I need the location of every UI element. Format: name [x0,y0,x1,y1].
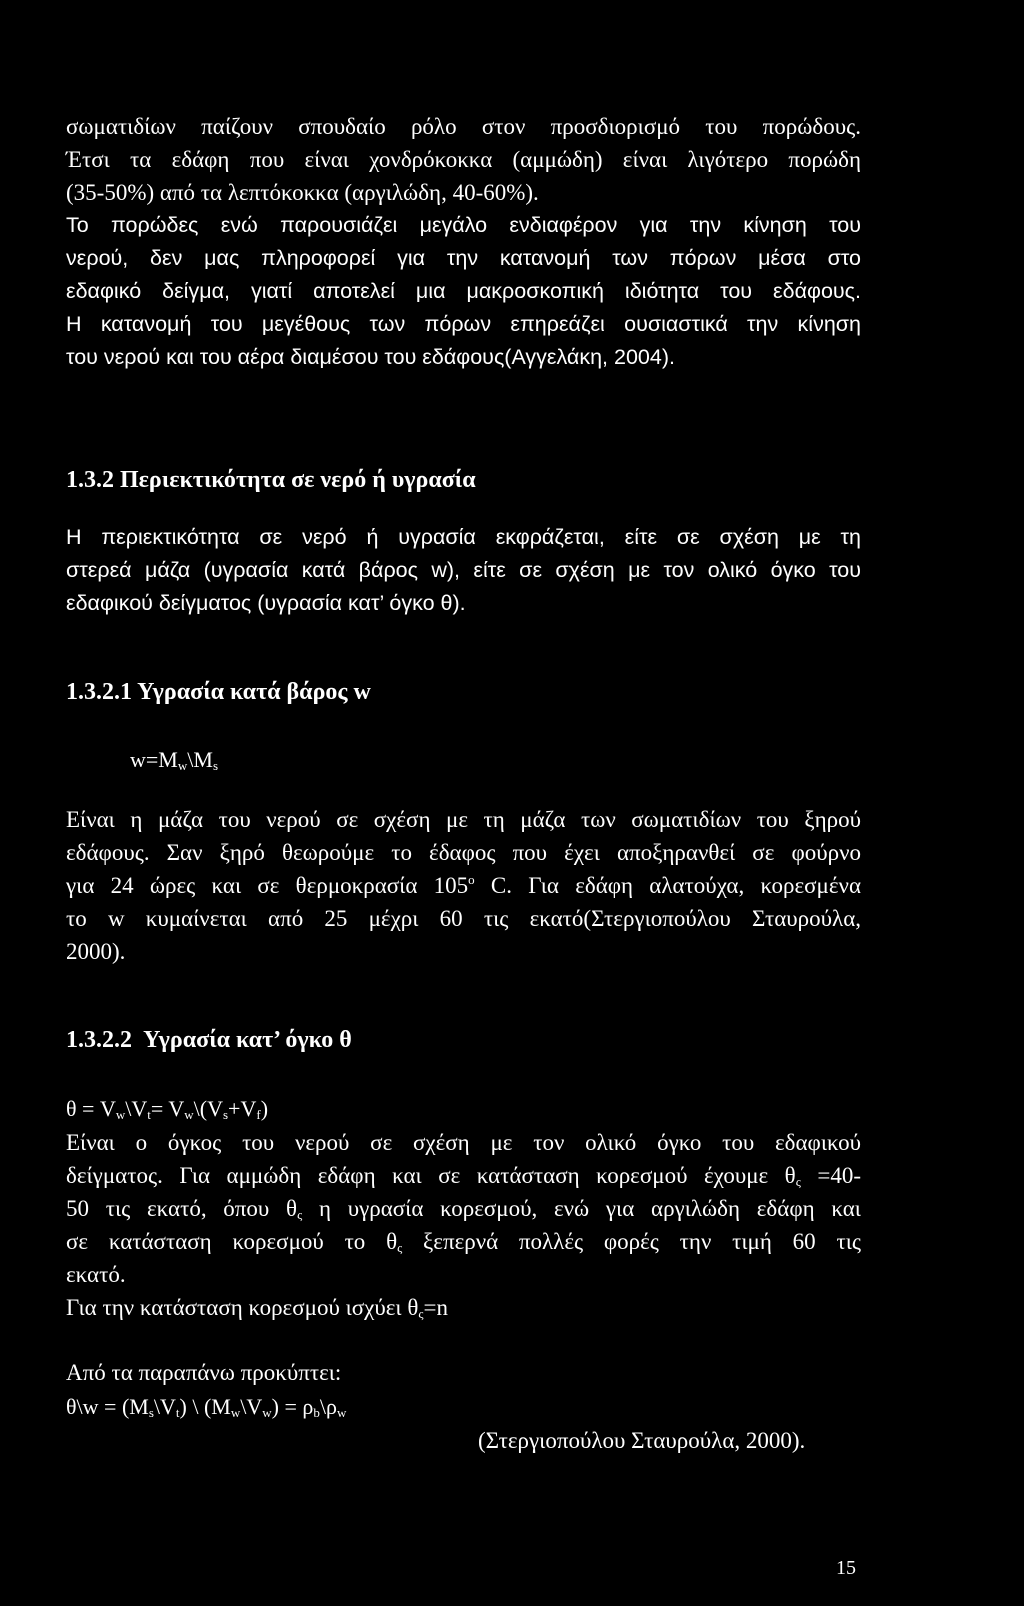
subsection-heading: 1.3.2.1 Υγρασία κατά βάρος w [66,679,371,705]
paragraph-line: το w κυμαίνεται από 25 μέχρι 60 τις εκατό(Στεργιοπούλου Σταυρούλα, [66,906,861,931]
paragraph-line: σε κατάσταση κορεσμού το $\theta_\varsigma$ ξεπερνά πολλές φορές την τιμή 60 τις [66,1229,861,1255]
paragraph-line: εδαφικό δείγμα, γιατί αποτελεί μια μακροσκοπική ιδιότητα του εδάφους. [66,279,861,303]
formula-weight-moisture: $w=M_w\backslash M_s$ [130,747,218,773]
page-number: 15 [836,1557,856,1579]
paragraph-line: (35-50%) από τα λεπτόκοκκα (αργιλώδη, 40-60%). [66,180,539,205]
section-heading: 1.3.2 Περιεκτικότητα σε νερό ή υγρασία [66,467,476,493]
paragraph-line: δείγματος. Για αμμώδη εδάφη και σε κατάσταση κορεσμού έχουμε $\theta_\varsigma =40-$ [66,1163,861,1189]
paragraph-line: Το πορώδες ενώ παρουσιάζει μεγάλο ενδιαφέρον για την κίνηση του [66,213,861,237]
paragraph-line: εδαφικού δείγματος (υγρασία κατ’ όγκο θ). [66,591,466,615]
paragraph-line: 50 τις εκατό, όπου $\theta_\varsigma$ η υγρασία κορεσμού, ενώ για αργιλώδη εδάφη και [66,1196,861,1222]
paragraph-line: Η περιεκτικότητα σε νερό ή υγρασία εκφράζεται, είτε σε σχέση με τη [66,525,861,549]
paragraph-line: Έτσι τα εδάφη που είναι χονδρόκοκκα (αμμώδη) είναι λιγότερο πορώδη [66,147,861,172]
formula-volume-moisture: $\theta = V_w\backslash V_t=$ $V_w\backslash(V_s+V_f)$ [66,1096,269,1122]
paragraph-line: Για την κατάσταση κορεσμού ισχύει $\theta_\varsigma=n$ [66,1295,449,1321]
paragraph-line: εδάφους. Σαν ξηρό θεωρούμε το έδαφος που έχει αποξηρανθεί σε φούρνο [66,840,861,865]
paragraph-line: νερού, δεν μας πληροφορεί για την κατανομή των πόρων μέσα στο [66,246,861,270]
paragraph-line: 2000). [66,939,126,964]
paragraph-line: εκατό. [66,1262,126,1287]
paragraph-line: Είναι ο όγκος του νερού σε σχέση με τον ολικό όγκο του εδαφικού [66,1130,861,1155]
paragraph-line: σωματιδίων παίζουν σπουδαίο ρόλο στον προσδιορισμό του πορώδους. [66,114,861,139]
paragraph-line: Η κατανομή του μεγέθους των πόρων επηρεάζει ουσιαστικά την κίνηση [66,312,861,336]
paragraph-line: Από τα παραπάνω προκύπτει: [66,1360,342,1385]
paragraph-line: του νερού και του αέρα διαμέσου του εδάφους(Αγγελάκη, 2004). [66,345,675,369]
formula-relation: θ\w = $(M_s\backslash V_t)$ \ $(M_w\backslash V_w)$ = $\rho_b\backslash\rho_w$ [66,1394,347,1420]
paragraph-line: για 24 ώρες και σε θερμοκρασία 105$^o$ C. Για εδάφη αλατούχα, κορεσμένα [66,872,861,898]
citation: (Στεργιοπούλου Σταυρούλα, 2000). [478,1428,806,1453]
paragraph-line: στερεά μάζα (υγρασία κατά βάρος w), είτε σε σχέση με τον ολικό όγκο του [66,558,861,582]
subsection-heading: 1.3.2.2 Υγρασία κατ’ όγκο θ [66,1027,352,1053]
paragraph-line: Είναι η μάζα του νερού σε σχέση με τη μάζα των σωματιδίων του ξηρού [66,807,861,832]
